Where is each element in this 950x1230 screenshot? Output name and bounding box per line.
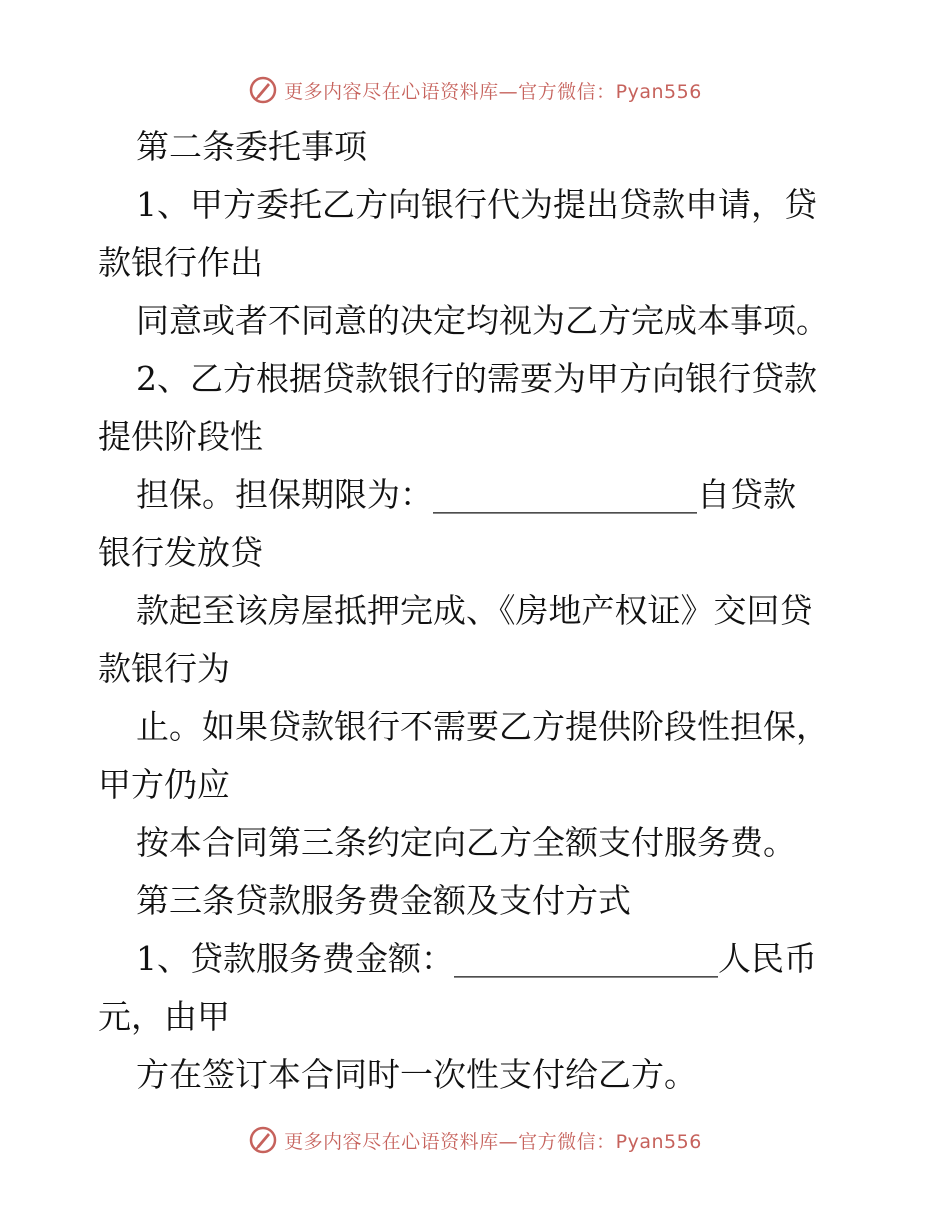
text-line: 元，由甲 <box>98 997 230 1036</box>
header-watermark <box>0 72 950 108</box>
text-line: 方在签订本合同时一次性支付给乙方。 <box>136 1055 697 1094</box>
text-line: 第三条贷款服务费金额及支付方式 <box>136 881 631 920</box>
text-line: 1、贷款服务费金额：________________人民币 <box>136 939 817 978</box>
text-line: 1、甲方委托乙方向银行代为提出贷款申请，贷 <box>136 185 817 224</box>
header-banner-text: 更多内容尽在心语资料库—官方微信：Pyan556 <box>284 80 702 103</box>
text-line: 款起至该房屋抵押完成、《房地产权证》交回贷 <box>136 591 813 630</box>
footer-banner-text: 更多内容尽在心语资料库—官方微信：Pyan556 <box>284 1130 702 1153</box>
text-line: 款银行为 <box>98 649 230 688</box>
document-body <box>98 118 878 1104</box>
text-line: 款银行作出 <box>98 243 263 282</box>
text-line: 第二条委托事项 <box>136 127 367 166</box>
text-line: 按本合同第三条约定向乙方全额支付服务费。 <box>136 823 796 862</box>
footer-watermark <box>0 1122 950 1158</box>
text-line: 银行发放贷 <box>98 533 263 572</box>
text-line: 止。如果贷款银行不需要乙方提供阶段性担保， <box>136 707 829 746</box>
quill-seal-icon <box>248 75 278 105</box>
quill-seal-icon <box>248 1125 278 1155</box>
text-line: 同意或者不同意的决定均视为乙方完成本事项。 <box>136 301 829 340</box>
text-line: 甲方仍应 <box>98 765 230 804</box>
text-line: 2、乙方根据贷款银行的需要为甲方向银行贷款 <box>136 359 817 398</box>
text-line: 担保。担保期限为：________________自贷款 <box>136 475 796 514</box>
text-line: 提供阶段性 <box>98 417 263 456</box>
